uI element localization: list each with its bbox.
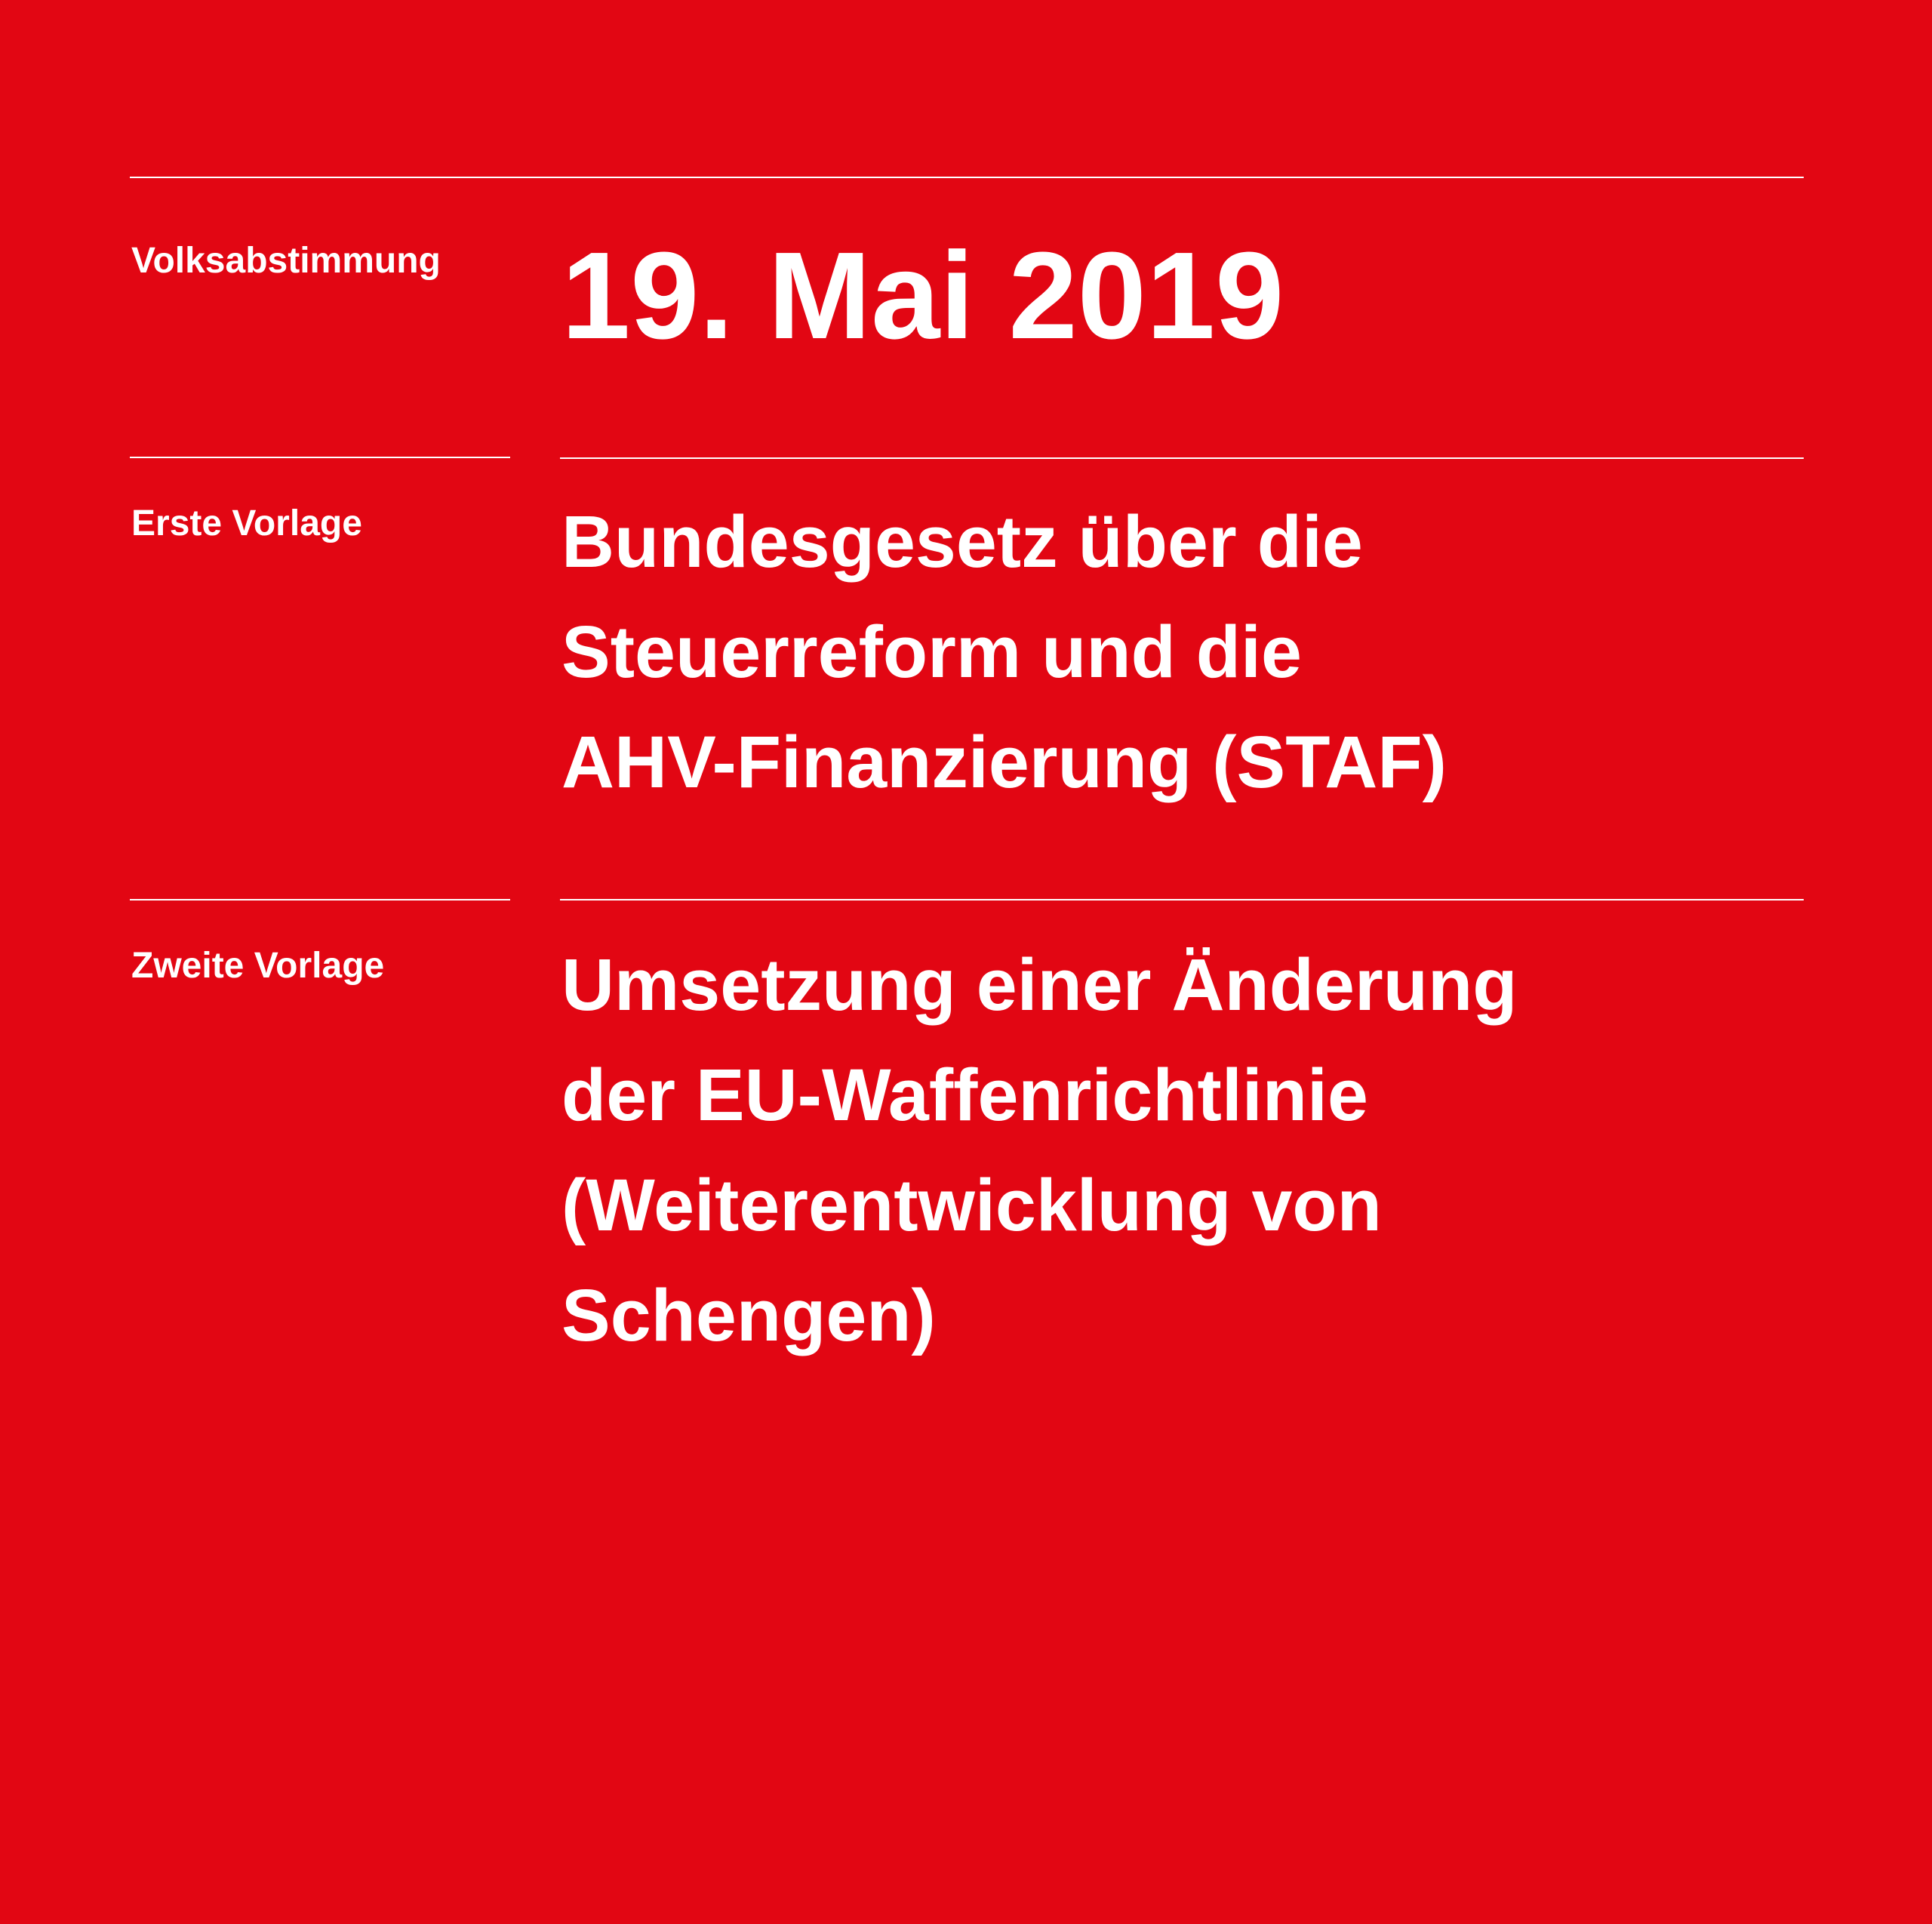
divider-top xyxy=(130,177,1804,178)
second-proposal-title-line: Umsetzung einer Änderung xyxy=(561,944,1518,1026)
divider-left-1 xyxy=(130,457,510,458)
divider-left-2 xyxy=(130,899,510,900)
second-proposal-title-line: Schengen) xyxy=(561,1274,936,1356)
divider-right-1 xyxy=(560,457,1804,459)
first-proposal-title-line: AHV-Finanzierung (STAF) xyxy=(561,721,1447,803)
second-proposal-title-line: (Weiterentwicklung von xyxy=(561,1164,1382,1246)
vote-date: 19. Mai 2019 xyxy=(561,226,1284,365)
first-proposal-label: Erste Vorlage xyxy=(131,503,362,543)
divider-right-2 xyxy=(560,899,1804,900)
first-proposal-title-line: Bundesgesetz über die xyxy=(561,500,1363,583)
second-proposal-title xyxy=(561,930,1518,1371)
second-proposal-title-line: der EU-Waffenrichtlinie xyxy=(561,1054,1368,1136)
second-proposal-label: Zweite Vorlage xyxy=(131,946,385,986)
vote-type-label: Volksabstimmung xyxy=(131,241,441,281)
first-proposal-title-line: Steuerreform und die xyxy=(561,611,1302,693)
first-proposal-title xyxy=(561,487,1447,817)
